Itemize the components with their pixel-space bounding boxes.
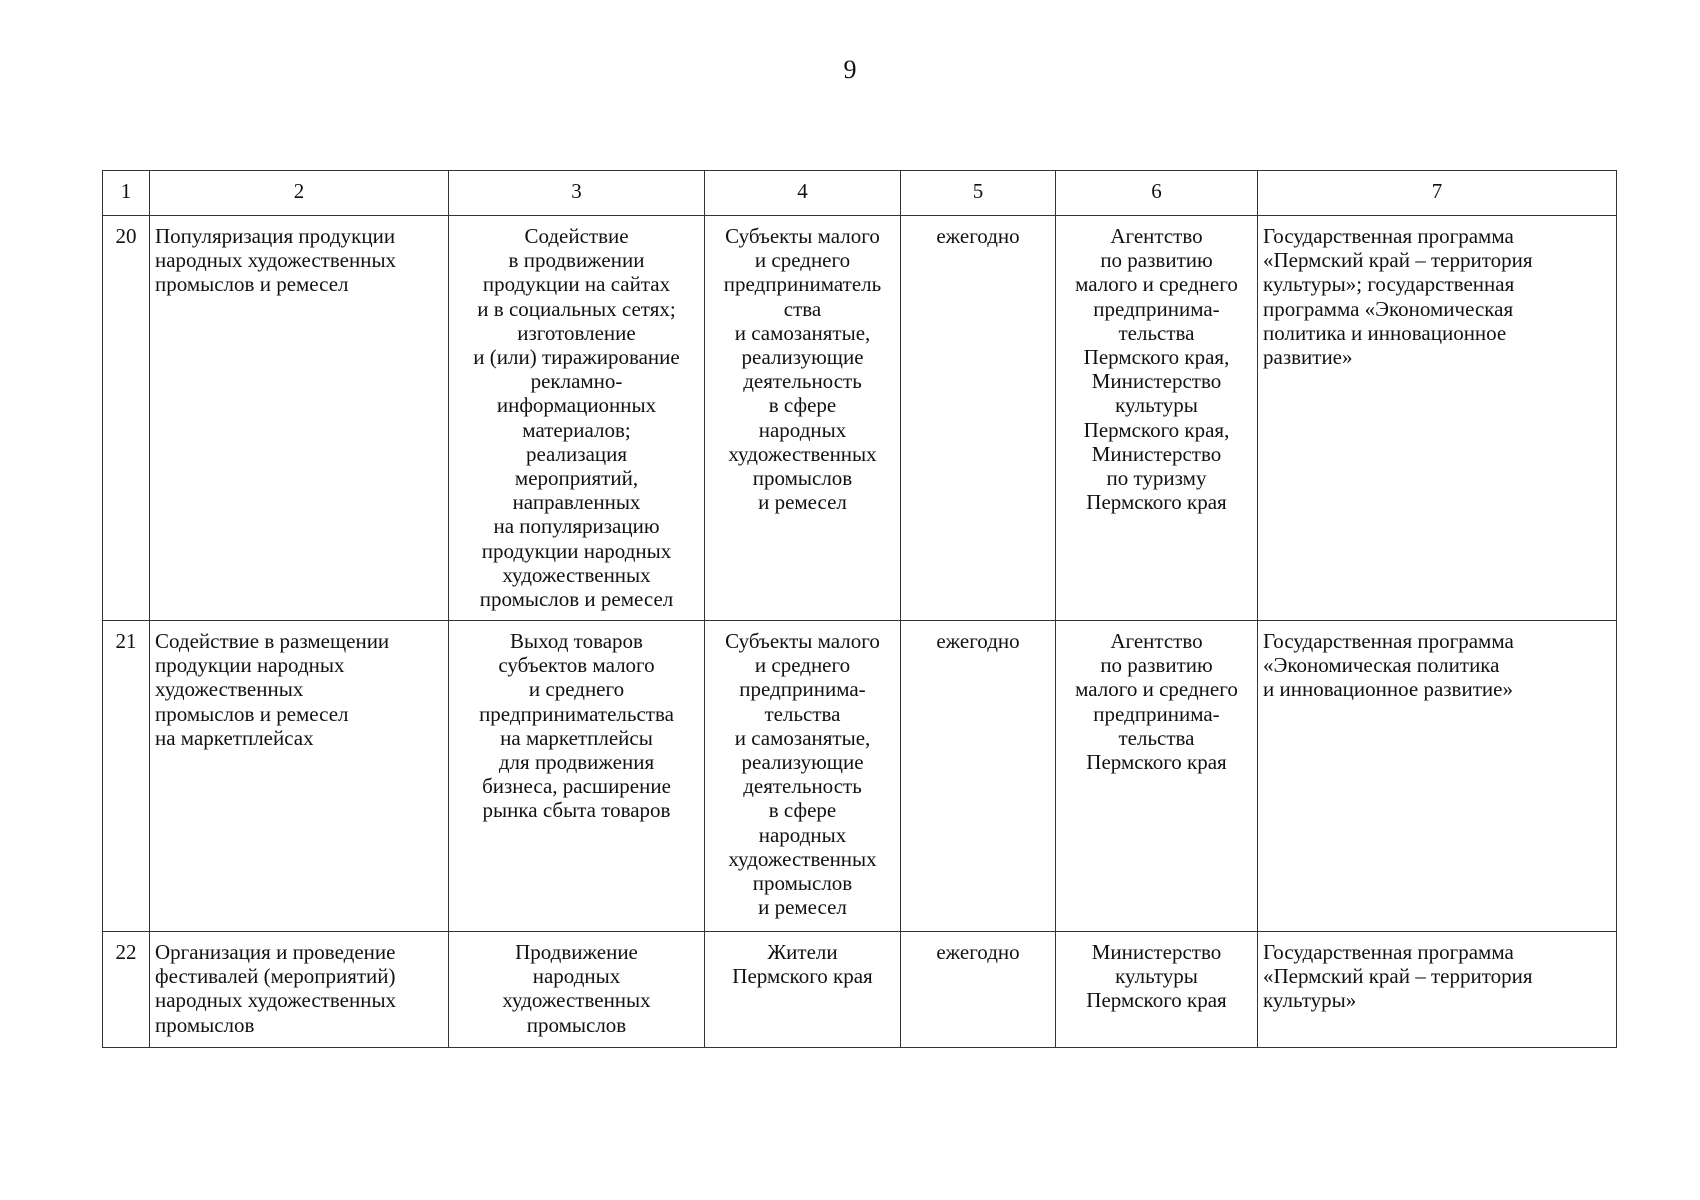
row-number: 20 — [103, 216, 150, 621]
column-header-1: 1 — [103, 171, 150, 216]
column-header-2: 2 — [150, 171, 449, 216]
executors-cell: Агентство по развитию малого и среднего предпринима- тельства Пермского края, Министерство культуры Пермского края, Министерство по туризму Пермского края — [1056, 216, 1258, 621]
header-row — [103, 171, 1617, 216]
content-cell: Выход товаров субъектов малого и среднего предпринимательства на маркетплейсы для продвижения бизнеса, расширение рынка сбыта товаров — [449, 621, 705, 932]
programs-cell: Государственная программа «Пермский край – территория культуры»; государственная программа «Экономическая политика и инновационное развитие» — [1258, 216, 1617, 621]
column-header-6: 6 — [1056, 171, 1258, 216]
period-cell: ежегодно — [901, 216, 1056, 621]
table-row — [103, 216, 1617, 621]
participants-cell: Субъекты малого и среднего предпринима- тельства и самозанятые, реализующие деятельность в сфере народных художественных промыслов и ремесел — [705, 621, 901, 932]
programs-cell: Государственная программа «Пермский край – территория культуры» — [1258, 932, 1617, 1048]
column-header-3: 3 — [449, 171, 705, 216]
participants-cell: Жители Пермского края — [705, 932, 901, 1048]
executors-cell: Министерство культуры Пермского края — [1056, 932, 1258, 1048]
page-number: 9 — [843, 55, 857, 84]
measure-cell: Популяризация продукции народных художественных промыслов и ремесел — [150, 216, 449, 621]
plan-table — [102, 170, 1617, 1048]
column-header-4: 4 — [705, 171, 901, 216]
period-cell: ежегодно — [901, 932, 1056, 1048]
executors-cell: Агентство по развитию малого и среднего предпринима- тельства Пермского края — [1056, 621, 1258, 932]
participants-cell: Субъекты малого и среднего предприниматель ства и самозанятые, реализующие деятельность в сфере народных художественных промыслов и ремесел — [705, 216, 901, 621]
column-header-7: 7 — [1258, 171, 1617, 216]
period-cell: ежегодно — [901, 621, 1056, 932]
row-number: 22 — [103, 932, 150, 1048]
measure-cell: Содействие в размещении продукции народных художественных промыслов и ремесел на маркетплейсах — [150, 621, 449, 932]
measure-cell: Организация и проведение фестивалей (мероприятий) народных художественных промыслов — [150, 932, 449, 1048]
programs-cell: Государственная программа «Экономическая политика и инновационное развитие» — [1258, 621, 1617, 932]
table-row — [103, 932, 1617, 1048]
table-row — [103, 621, 1617, 932]
content-cell: Продвижение народных художественных промыслов — [449, 932, 705, 1048]
row-number: 21 — [103, 621, 150, 932]
content-cell: Содействие в продвижении продукции на сайтах и в социальных сетях; изготовление и (или) тиражирование рекламно- информационных материалов; реализация мероприятий, направленных на популяризацию продукции народных художественных промыслов и ремесел — [449, 216, 705, 621]
column-header-5: 5 — [901, 171, 1056, 216]
